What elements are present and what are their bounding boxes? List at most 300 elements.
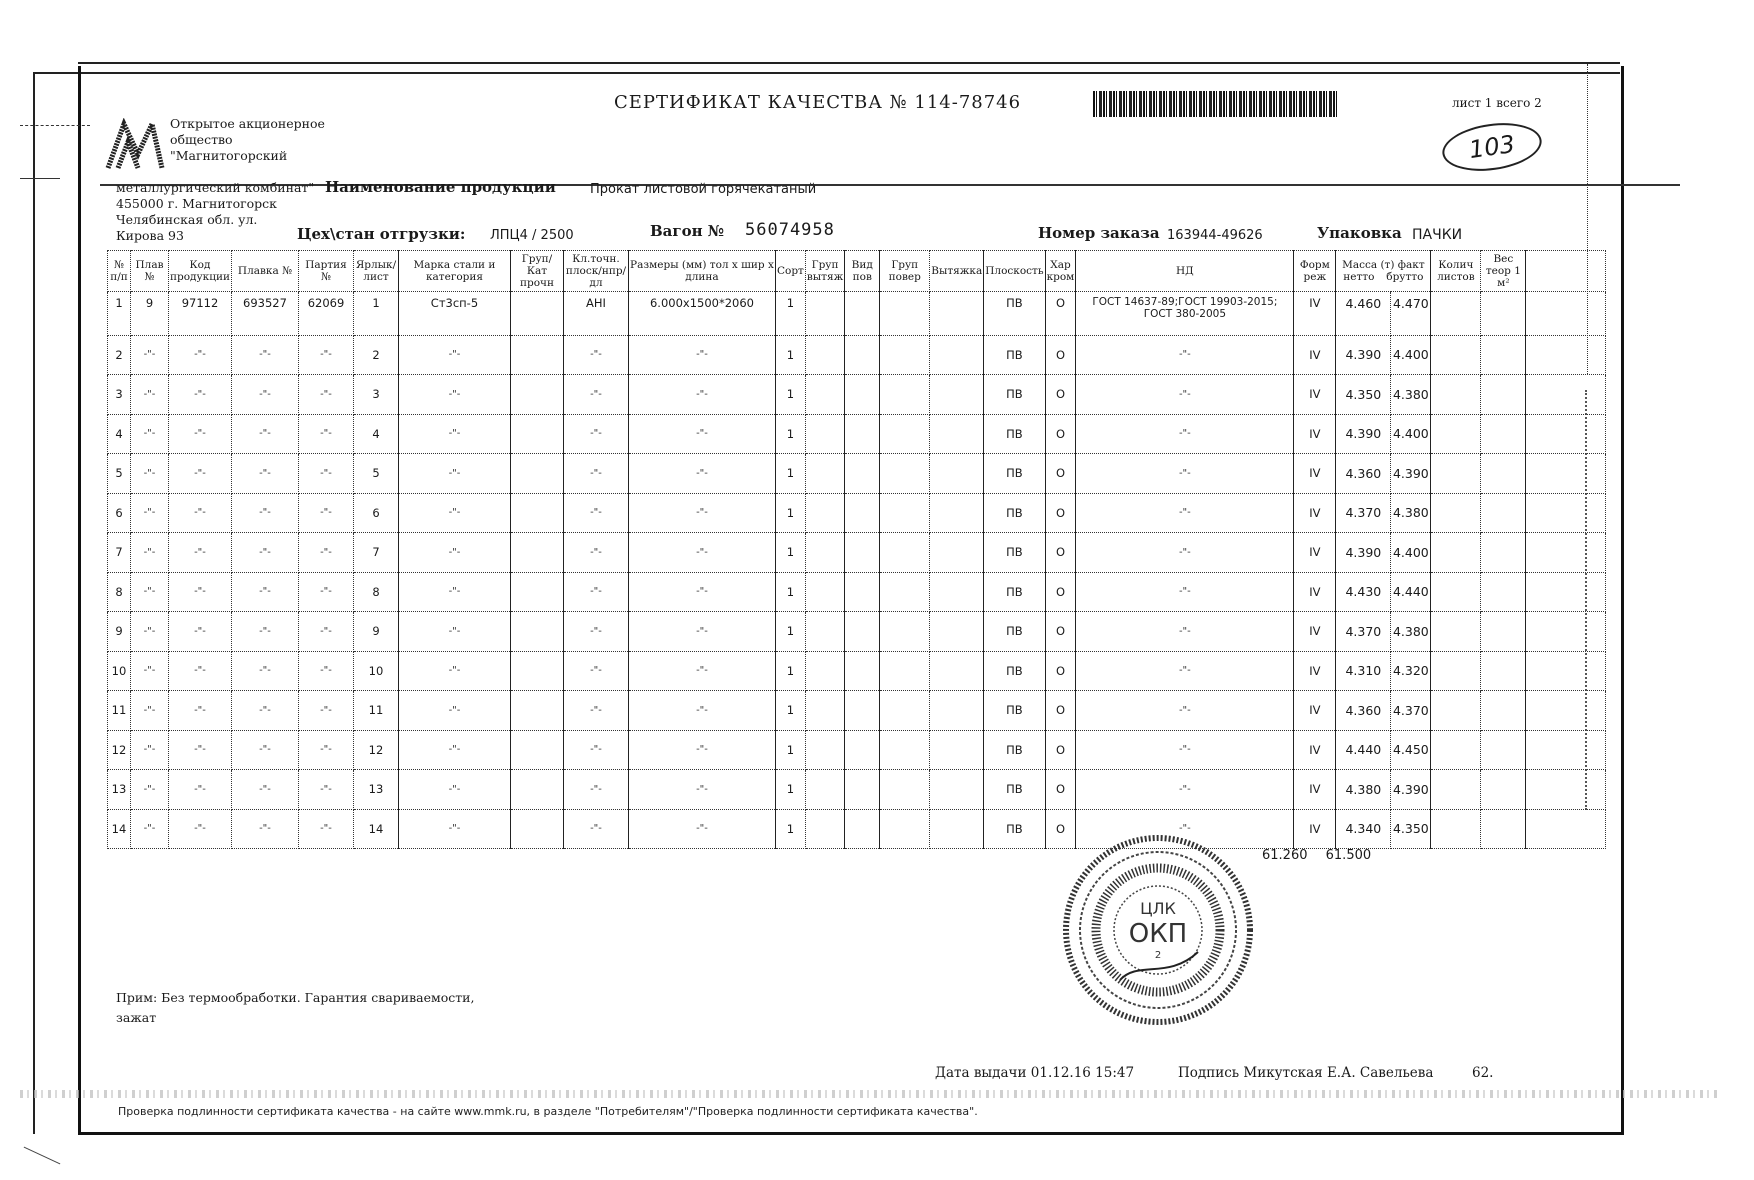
col-header-label: Ярлык/лист (353, 251, 398, 292)
cell-plav: -"- (131, 493, 169, 533)
cell-n: 7 (108, 533, 131, 573)
cell-weight (1481, 454, 1526, 494)
cell-grade: -"- (398, 612, 510, 652)
cell-drawing (930, 809, 984, 849)
col-header-mass (1336, 251, 1431, 292)
col-header-weight: Вес теор 1 м² (1481, 251, 1526, 292)
cell-gross: 4.400 (1391, 533, 1431, 573)
cell-plavka: -"- (231, 809, 298, 849)
cell-party: -"- (298, 375, 353, 415)
cell-accuracy: -"- (563, 691, 628, 731)
address-line-1: металлургический комбинат" (116, 180, 315, 195)
cell-code: -"- (169, 454, 232, 494)
cell-weight (1481, 533, 1526, 573)
cell-flatness: ПВ (984, 730, 1045, 770)
cell-surface-group (880, 292, 930, 336)
col-header-edge: Хар кром (1045, 251, 1076, 292)
cell-surface-type (845, 651, 880, 691)
cell-flatness: ПВ (984, 493, 1045, 533)
company-line-1: Открытое акционерное (170, 116, 325, 131)
sheet-count: лист 1 всего 2 (1452, 96, 1542, 110)
cell-gross: 4.450 (1391, 730, 1431, 770)
company-address (116, 180, 316, 244)
packing-value: ПАЧКИ (1412, 227, 1463, 243)
cell-code: -"- (169, 414, 232, 454)
cell-surface-type (845, 533, 880, 573)
cell-group (805, 572, 844, 612)
left-margin-line (20, 178, 60, 179)
cell-surface-group (880, 335, 930, 375)
cell-grade: -"- (398, 454, 510, 494)
issue-date-value: 01.12.16 15:47 (1030, 1065, 1135, 1081)
cell-flatness: ПВ (984, 335, 1045, 375)
cell-code: -"- (169, 375, 232, 415)
cell-weight (1481, 770, 1526, 810)
cell-grade: -"- (398, 730, 510, 770)
cell-size: 6.000x1500*2060 (628, 292, 775, 336)
cell-surface-type (845, 335, 880, 375)
cell-plavka: -"- (231, 493, 298, 533)
cell-net: 4.360 (1336, 454, 1391, 494)
cell-label: 10 (353, 651, 398, 691)
cell-accuracy: -"- (563, 572, 628, 612)
packing-label: Упаковка (1317, 224, 1402, 242)
cell-group (805, 493, 844, 533)
cell-cat (510, 414, 563, 454)
cell-surface-type (845, 770, 880, 810)
cell-accuracy: -"- (563, 414, 628, 454)
cell-form: IV (1294, 335, 1336, 375)
cell-gross: 4.400 (1391, 335, 1431, 375)
cell-gross: 4.390 (1391, 770, 1431, 810)
cell-size: -"- (628, 493, 775, 533)
cell-cat (510, 335, 563, 375)
cell-plav: -"- (131, 454, 169, 494)
cell-code: -"- (169, 730, 232, 770)
col-header-surface-group: Груп повер (880, 251, 930, 292)
cell-size: -"- (628, 533, 775, 573)
cell-surface-type (845, 292, 880, 336)
col-header-party: Партия № (298, 251, 353, 292)
cell-sort: 1 (775, 651, 805, 691)
cell-drawing (930, 375, 984, 415)
cell-group (805, 335, 844, 375)
cell-flatness: ПВ (984, 691, 1045, 731)
cell-sort: 1 (775, 572, 805, 612)
cell-accuracy: -"- (563, 770, 628, 810)
cell-net: 4.350 (1336, 375, 1391, 415)
cell-blank (1526, 770, 1606, 810)
cell-code: -"- (169, 770, 232, 810)
cell-flatness: ПВ (984, 572, 1045, 612)
product-value: Прокат листовой горячекатаный (590, 182, 817, 197)
col-header-gross: брутто (1386, 271, 1424, 283)
cell-sort: 1 (775, 533, 805, 573)
cell-grade: -"- (398, 809, 510, 849)
cell-label: 11 (353, 691, 398, 731)
cell-blank (1526, 809, 1606, 849)
cell-drawing (930, 651, 984, 691)
cell-sort: 1 (775, 454, 805, 494)
cell-size: -"- (628, 770, 775, 810)
col-header-size: Размеры (мм) тол х шир х длина (628, 251, 775, 292)
cell-flatness: ПВ (984, 414, 1045, 454)
cell-plav: -"- (131, 375, 169, 415)
cell-net: 4.430 (1336, 572, 1391, 612)
cell-weight (1481, 292, 1526, 336)
col-header-plavka: Плавка № (231, 251, 298, 292)
cell-surface-type (845, 691, 880, 731)
cell-code: -"- (169, 651, 232, 691)
table-row (108, 414, 1606, 454)
cell-sheets (1431, 454, 1481, 494)
cell-n: 11 (108, 691, 131, 731)
signature-label: Подпись (1178, 1065, 1240, 1081)
cell-edge: О (1045, 493, 1076, 533)
cell-sheets (1431, 292, 1481, 336)
cell-cat (510, 493, 563, 533)
cell-weight (1481, 730, 1526, 770)
cell-cat (510, 375, 563, 415)
cell-form: IV (1294, 493, 1336, 533)
cell-surface-group (880, 770, 930, 810)
cell-edge: О (1045, 651, 1076, 691)
cell-nd: -"- (1076, 493, 1294, 533)
table-row (108, 335, 1606, 375)
cell-sheets (1431, 770, 1481, 810)
cell-plavka: -"- (231, 572, 298, 612)
cell-size: -"- (628, 414, 775, 454)
cell-plav: -"- (131, 691, 169, 731)
notes (116, 988, 474, 1028)
cell-size: -"- (628, 691, 775, 731)
cell-blank (1526, 292, 1606, 336)
cell-label: 7 (353, 533, 398, 573)
cell-flatness: ПВ (984, 533, 1045, 573)
cell-n: 1 (108, 292, 131, 336)
cell-nd: -"- (1076, 809, 1294, 849)
cell-cat (510, 730, 563, 770)
cell-plav: -"- (131, 414, 169, 454)
cell-sheets (1431, 730, 1481, 770)
table-header-row (108, 251, 1606, 292)
cell-label: 12 (353, 730, 398, 770)
cell-gross: 4.380 (1391, 612, 1431, 652)
cell-form: IV (1294, 651, 1336, 691)
cell-edge: О (1045, 809, 1076, 849)
cell-plavka: -"- (231, 691, 298, 731)
cell-code: -"- (169, 335, 232, 375)
cell-form: IV (1294, 414, 1336, 454)
cell-blank (1526, 612, 1606, 652)
cell-net: 4.370 (1336, 612, 1391, 652)
cell-n: 10 (108, 651, 131, 691)
col-header-nd: НД (1076, 251, 1294, 292)
company-name (170, 116, 325, 164)
signature-value: Микутская Е.А. Савельева (1243, 1065, 1434, 1081)
cell-accuracy: -"- (563, 651, 628, 691)
cell-cat (510, 691, 563, 731)
cell-plav: -"- (131, 572, 169, 612)
cell-blank (1526, 414, 1606, 454)
cell-plavka: 693527 (231, 292, 298, 336)
stamp-center-text: ОКП (1128, 919, 1188, 949)
cell-cat (510, 454, 563, 494)
cell-party: -"- (298, 691, 353, 731)
cell-accuracy: -"- (563, 730, 628, 770)
col-header-sheets: Колич листов (1431, 251, 1481, 292)
cell-sheets (1431, 533, 1481, 573)
cell-sheets (1431, 493, 1481, 533)
cell-sort: 1 (775, 493, 805, 533)
cell-party: -"- (298, 770, 353, 810)
cell-net: 4.440 (1336, 730, 1391, 770)
cell-code: -"- (169, 533, 232, 573)
cell-accuracy: -"- (563, 375, 628, 415)
cell-size: -"- (628, 375, 775, 415)
cell-edge: О (1045, 454, 1076, 494)
cell-weight (1481, 335, 1526, 375)
cell-nd: -"- (1076, 414, 1294, 454)
cell-drawing (930, 770, 984, 810)
cell-edge: О (1045, 375, 1076, 415)
col-header-blank (1526, 251, 1606, 292)
cell-sort: 1 (775, 770, 805, 810)
wagon-value: 56074958 (745, 220, 835, 240)
cell-surface-type (845, 730, 880, 770)
cell-label: 1 (353, 292, 398, 336)
cell-plavka: -"- (231, 454, 298, 494)
cell-grade: -"- (398, 375, 510, 415)
col-header-group: Груп вытяж (805, 251, 844, 292)
cell-blank (1526, 375, 1606, 415)
cell-code: -"- (169, 612, 232, 652)
cell-gross: 4.400 (1391, 414, 1431, 454)
cell-nd: -"- (1076, 691, 1294, 731)
cell-grade: -"- (398, 691, 510, 731)
shop-value: ЛПЦ4 / 2500 (490, 228, 574, 243)
cell-sort: 1 (775, 612, 805, 652)
cell-surface-group (880, 375, 930, 415)
cell-sort: 1 (775, 691, 805, 731)
cell-edge: О (1045, 770, 1076, 810)
cell-blank (1526, 572, 1606, 612)
cell-form: IV (1294, 612, 1336, 652)
cell-surface-type (845, 493, 880, 533)
cell-cat (510, 292, 563, 336)
col-header-n: № п/п (108, 251, 131, 292)
cell-label: 13 (353, 770, 398, 810)
cell-form: IV (1294, 770, 1336, 810)
table-row (108, 375, 1606, 415)
cell-net: 4.390 (1336, 533, 1391, 573)
col-header-grade: Марка стали и категория (398, 251, 510, 292)
cell-surface-type (845, 572, 880, 612)
cell-label: 14 (353, 809, 398, 849)
shop-label: Цех\стан отгрузки: (297, 225, 466, 243)
cell-form: IV (1294, 572, 1336, 612)
cell-accuracy: -"- (563, 454, 628, 494)
cell-cat (510, 770, 563, 810)
handwritten-number: 103 (1439, 117, 1544, 176)
cell-gross: 4.370 (1391, 691, 1431, 731)
cell-gross: 4.440 (1391, 572, 1431, 612)
wagon-label: Вагон № (650, 222, 725, 240)
cell-weight (1481, 691, 1526, 731)
cell-surface-group (880, 612, 930, 652)
cell-party: -"- (298, 454, 353, 494)
table-row (108, 730, 1606, 770)
cell-grade: -"- (398, 335, 510, 375)
cell-nd: -"- (1076, 375, 1294, 415)
cell-code: -"- (169, 493, 232, 533)
cell-weight (1481, 651, 1526, 691)
cell-form: IV (1294, 375, 1336, 415)
cell-drawing (930, 533, 984, 573)
cell-form: IV (1294, 809, 1336, 849)
cell-plav: -"- (131, 809, 169, 849)
table-row (108, 651, 1606, 691)
cell-drawing (930, 335, 984, 375)
col-header-drawing: Вытяжка (930, 251, 984, 292)
cell-sheets (1431, 335, 1481, 375)
cell-cat (510, 533, 563, 573)
cell-label: 2 (353, 335, 398, 375)
cell-party: -"- (298, 414, 353, 454)
cell-form: IV (1294, 292, 1336, 336)
total-net: 61.260 (1262, 848, 1308, 863)
cell-label: 8 (353, 572, 398, 612)
product-label: Наименование продукции (325, 178, 556, 196)
col-header-cat: Груп/Кат прочн (510, 251, 563, 292)
cell-grade: -"- (398, 770, 510, 810)
address-line-4: Кирова 93 (116, 228, 184, 243)
cell-group (805, 375, 844, 415)
cell-cat (510, 612, 563, 652)
cell-n: 3 (108, 375, 131, 415)
cell-sheets (1431, 809, 1481, 849)
cell-n: 6 (108, 493, 131, 533)
corner-mark (24, 1147, 61, 1165)
cell-form: IV (1294, 691, 1336, 731)
cell-nd: -"- (1076, 612, 1294, 652)
table-row (108, 572, 1606, 612)
cell-edge: О (1045, 335, 1076, 375)
cell-drawing (930, 730, 984, 770)
mass-totals (1262, 848, 1371, 863)
table-row (108, 454, 1606, 494)
cell-blank (1526, 533, 1606, 573)
cell-nd: -"- (1076, 572, 1294, 612)
cell-party: -"- (298, 651, 353, 691)
cell-edge: О (1045, 533, 1076, 573)
cell-size: -"- (628, 572, 775, 612)
cell-nd: -"- (1076, 533, 1294, 573)
address-line-2: 455000 г. Магнитогорск (116, 196, 277, 211)
cell-net: 4.380 (1336, 770, 1391, 810)
col-header-accuracy: Кл.точн. плоск/нпр/дл (563, 251, 628, 292)
cell-party: -"- (298, 493, 353, 533)
cell-group (805, 730, 844, 770)
cell-surface-type (845, 454, 880, 494)
cell-drawing (930, 292, 984, 336)
mass-header-label: Масса (т) факт (1342, 259, 1425, 271)
cell-surface-group (880, 414, 930, 454)
cell-surface-group (880, 691, 930, 731)
cell-gross: 4.380 (1391, 375, 1431, 415)
verification-note: Проверка подлинности сертификата качества - на сайте www.mmk.ru, в разделе "Потребителям"/"Проверка подлинности сертификата качества". (118, 1105, 978, 1118)
cell-drawing (930, 454, 984, 494)
company-logo-icon (104, 118, 166, 170)
cell-plavka: -"- (231, 770, 298, 810)
cell-code: 97112 (169, 292, 232, 336)
cell-n: 12 (108, 730, 131, 770)
cell-accuracy: АНI (563, 292, 628, 336)
cell-party: -"- (298, 612, 353, 652)
cell-n: 14 (108, 809, 131, 849)
table-row (108, 770, 1606, 810)
cell-plavka: -"- (231, 651, 298, 691)
cell-code: -"- (169, 691, 232, 731)
cell-gross: 4.350 (1391, 809, 1431, 849)
cell-net: 4.460 (1336, 292, 1391, 336)
cell-group (805, 651, 844, 691)
left-margin-dash (20, 125, 90, 126)
cell-net: 4.360 (1336, 691, 1391, 731)
cell-party: -"- (298, 533, 353, 573)
cell-group (805, 533, 844, 573)
cell-sort: 1 (775, 730, 805, 770)
cell-net: 4.390 (1336, 335, 1391, 375)
cell-drawing (930, 612, 984, 652)
cell-gross: 4.320 (1391, 651, 1431, 691)
table-row (108, 292, 1606, 336)
cell-size: -"- (628, 809, 775, 849)
cell-label: 3 (353, 375, 398, 415)
cell-plav: -"- (131, 335, 169, 375)
cell-accuracy: -"- (563, 809, 628, 849)
cell-blank (1526, 730, 1606, 770)
cell-sheets (1431, 414, 1481, 454)
issue-date (935, 1065, 1134, 1081)
cell-plav: -"- (131, 533, 169, 573)
cell-n: 9 (108, 612, 131, 652)
cell-blank (1526, 691, 1606, 731)
cell-edge: О (1045, 292, 1076, 336)
col-header-form: Форм реж (1294, 251, 1336, 292)
cell-size: -"- (628, 335, 775, 375)
cell-net: 4.340 (1336, 809, 1391, 849)
cell-surface-group (880, 572, 930, 612)
cell-group (805, 809, 844, 849)
cell-surface-type (845, 809, 880, 849)
cell-surface-group (880, 454, 930, 494)
cell-form: IV (1294, 730, 1336, 770)
table-row (108, 533, 1606, 573)
cell-group (805, 414, 844, 454)
col-header-surface-type: Вид пов (845, 251, 880, 292)
cell-net: 4.390 (1336, 414, 1391, 454)
cell-edge: О (1045, 691, 1076, 731)
cell-surface-type (845, 414, 880, 454)
cell-accuracy: -"- (563, 335, 628, 375)
notes-label: Прим: (116, 990, 158, 1005)
cell-sort: 1 (775, 414, 805, 454)
cell-sheets (1431, 612, 1481, 652)
cell-surface-group (880, 730, 930, 770)
cell-group (805, 292, 844, 336)
notes-text-2: зажат (116, 1010, 157, 1025)
